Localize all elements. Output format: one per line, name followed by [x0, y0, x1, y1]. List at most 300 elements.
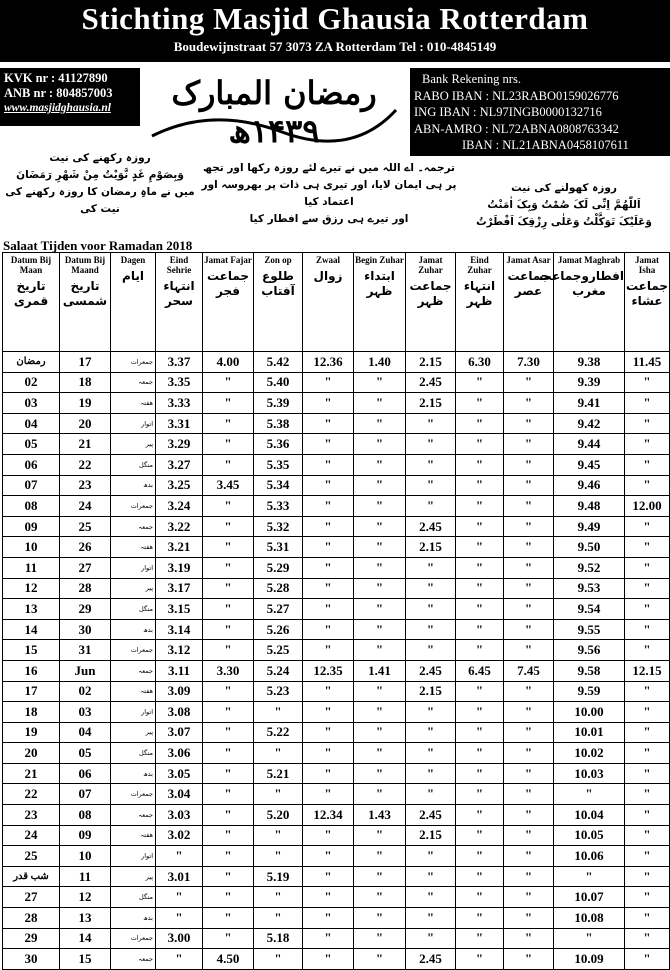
org-title: Stichting Masjid Ghausia Rotterdam — [81, 1, 589, 36]
table-row — [3, 475, 670, 496]
table-row — [3, 372, 670, 393]
table-cell: 3.30 — [203, 660, 254, 681]
table-row — [3, 413, 670, 434]
table-cell: 9.53 — [554, 578, 625, 599]
table-cell: " — [406, 557, 456, 578]
column-header-urdu: جماعت ظہر — [409, 279, 452, 308]
table-cell: " — [504, 413, 554, 434]
table-cell: " — [625, 413, 670, 434]
table-cell: " — [625, 454, 670, 475]
table-cell: " — [504, 887, 554, 908]
table-cell: 10 — [3, 537, 60, 558]
table-cell: " — [156, 846, 203, 867]
column-header-urdu: افطاروجماعت مغرب — [539, 269, 624, 298]
table-cell: " — [354, 516, 406, 537]
column-header-urdu: جماعت فجر — [206, 269, 250, 298]
table-cell: 11.45 — [625, 352, 670, 373]
table-cell: 9.55 — [554, 619, 625, 640]
table-cell: جمعہ — [111, 660, 156, 681]
iftar-intention-heading: روزہ کھولنے کی نیت — [511, 182, 617, 194]
table-cell: 4.50 — [203, 949, 254, 970]
table-cell: " — [354, 784, 406, 805]
table-cell: " — [554, 866, 625, 887]
table-cell: " — [354, 825, 406, 846]
table-cell: منگل — [111, 599, 156, 620]
table-cell: 3.12 — [156, 640, 203, 661]
table-cell: " — [625, 434, 670, 455]
table-cell: " — [303, 722, 354, 743]
table-cell: 5.18 — [254, 928, 303, 949]
table-cell: " — [254, 846, 303, 867]
table-cell: " — [456, 805, 504, 826]
table-row — [3, 908, 670, 929]
table-cell: 3.22 — [156, 516, 203, 537]
bank-line: RABO IBAN : NL23RABO0159026776 — [414, 88, 619, 103]
column-header — [354, 253, 406, 352]
table-cell: 29 — [60, 599, 111, 620]
table-cell: " — [406, 619, 456, 640]
table-cell: 2.45 — [406, 949, 456, 970]
table-cell: 5.21 — [254, 763, 303, 784]
table-cell: " — [303, 887, 354, 908]
table-row — [3, 619, 670, 640]
table-cell: " — [504, 578, 554, 599]
table-cell: 2.15 — [406, 352, 456, 373]
table-row — [3, 352, 670, 373]
translation-line: پر ہی ایمان لایا، اور تیری ہی ذات پر بھروسہ اور اعتماد کیا — [201, 179, 457, 208]
table-cell: جمعرات — [111, 640, 156, 661]
table-cell: " — [254, 825, 303, 846]
table-cell: " — [504, 908, 554, 929]
column-header — [303, 253, 354, 352]
website-link[interactable]: www.masjidghausia.nl — [4, 102, 111, 114]
table-cell: 9.38 — [554, 352, 625, 373]
table-cell: " — [406, 846, 456, 867]
table-cell: 08 — [60, 805, 111, 826]
column-header — [60, 253, 111, 352]
table-cell: " — [303, 372, 354, 393]
table-cell: " — [625, 516, 670, 537]
table-cell: 3.35 — [156, 372, 203, 393]
table-cell: " — [406, 784, 456, 805]
table-cell: جمعہ — [111, 805, 156, 826]
table-cell: " — [203, 496, 254, 517]
table-cell: " — [504, 557, 554, 578]
table-cell: Jun — [60, 660, 111, 681]
table-cell: 1.40 — [354, 352, 406, 373]
table-cell: " — [406, 743, 456, 764]
table-cell: 16 — [3, 660, 60, 681]
table-cell: " — [456, 681, 504, 702]
column-header-nl: Begin Zuhar — [355, 255, 404, 265]
column-header-nl: Jamat Zuhar — [418, 255, 443, 275]
table-cell: " — [554, 928, 625, 949]
table-cell: 20 — [3, 743, 60, 764]
column-header — [111, 253, 156, 352]
table-cell: 5.32 — [254, 516, 303, 537]
table-cell: " — [456, 434, 504, 455]
table-cell: 5.35 — [254, 454, 303, 475]
table-cell: 15 — [60, 949, 111, 970]
table-row — [3, 866, 670, 887]
table-cell: 11 — [60, 866, 111, 887]
kvk-number: KVK nr : 41127890 — [4, 71, 108, 85]
iftar-intention-arabic: وَعَلَیْکَ تَوَکَّلْتُ وَعَلٰی رِزْقِکَ اَفْطَرْتُ — [476, 216, 652, 228]
table-cell: 18 — [60, 372, 111, 393]
table-cell: " — [456, 413, 504, 434]
table-cell: 3.08 — [156, 702, 203, 723]
table-cell: 5.19 — [254, 866, 303, 887]
table-cell: " — [354, 743, 406, 764]
table-cell: 12.34 — [303, 805, 354, 826]
table-cell: " — [254, 949, 303, 970]
column-header — [203, 253, 254, 352]
table-cell: 3.19 — [156, 557, 203, 578]
column-header — [406, 253, 456, 352]
table-row — [3, 763, 670, 784]
table-cell: " — [354, 537, 406, 558]
table-cell: 24 — [3, 825, 60, 846]
column-header — [539, 253, 625, 352]
table-cell: " — [625, 372, 670, 393]
table-cell: " — [303, 557, 354, 578]
column-header — [156, 253, 203, 352]
table-cell: " — [504, 949, 554, 970]
table-row — [3, 949, 670, 970]
table-cell: 12.00 — [625, 496, 670, 517]
table-cell: 5.26 — [254, 619, 303, 640]
table-cell: " — [354, 928, 406, 949]
table-cell: " — [203, 702, 254, 723]
table-cell: 9.58 — [554, 660, 625, 681]
table-cell: " — [504, 640, 554, 661]
column-header-urdu: ابتداء ظہر — [364, 269, 395, 298]
table-cell: " — [504, 722, 554, 743]
table-cell: 21 — [60, 434, 111, 455]
ramadan-calligraphy: رمضان المبارک ۱۴۳۹ھ — [171, 74, 377, 150]
table-cell: 28 — [60, 578, 111, 599]
table-row — [3, 743, 670, 764]
table-cell: " — [354, 887, 406, 908]
table-cell: 2.45 — [406, 660, 456, 681]
table-cell: 1.41 — [354, 660, 406, 681]
table-cell: " — [254, 784, 303, 805]
table-row — [3, 537, 670, 558]
table-body — [3, 352, 670, 970]
table-cell: 3.04 — [156, 784, 203, 805]
table-cell: 21 — [3, 763, 60, 784]
table-row — [3, 887, 670, 908]
table-cell: " — [303, 702, 354, 723]
column-header — [504, 253, 554, 352]
table-cell: " — [625, 866, 670, 887]
table-cell: 5.40 — [254, 372, 303, 393]
table-cell: 13 — [60, 908, 111, 929]
table-cell: " — [625, 825, 670, 846]
table-cell: 5.31 — [254, 537, 303, 558]
table-cell: 10 — [60, 846, 111, 867]
table-cell: بدھ — [111, 475, 156, 496]
table-row — [3, 434, 670, 455]
column-header-urdu: انتہاء ظہر — [463, 279, 496, 308]
table-cell: 6.30 — [456, 352, 504, 373]
table-cell: " — [625, 784, 670, 805]
table-cell: " — [456, 784, 504, 805]
table-cell: " — [406, 454, 456, 475]
table-cell: 2.15 — [406, 681, 456, 702]
table-cell: " — [354, 578, 406, 599]
table-cell: 10.07 — [554, 887, 625, 908]
table-cell: 10.09 — [554, 949, 625, 970]
column-header-nl: Datum Bij Maan — [10, 255, 52, 275]
table-cell: " — [354, 619, 406, 640]
table-cell: " — [354, 393, 406, 414]
table-cell: " — [303, 454, 354, 475]
table-cell: 25 — [3, 846, 60, 867]
table-cell: " — [504, 866, 554, 887]
table-header-row — [3, 253, 670, 352]
table-cell: " — [456, 393, 504, 414]
table-cell: " — [203, 599, 254, 620]
column-header-nl: Eind Sehrie — [166, 255, 192, 275]
table-cell: 9.56 — [554, 640, 625, 661]
table-cell: " — [456, 557, 504, 578]
table-cell: 9.52 — [554, 557, 625, 578]
table-cell: 3.29 — [156, 434, 203, 455]
table-cell: 25 — [60, 516, 111, 537]
table-cell: " — [254, 908, 303, 929]
table-cell: " — [504, 825, 554, 846]
table-cell: 5.38 — [254, 413, 303, 434]
table-cell: " — [504, 784, 554, 805]
table-cell: " — [504, 619, 554, 640]
table-cell: بدھ — [111, 763, 156, 784]
column-header — [3, 253, 60, 352]
bank-line: IBAN : NL21ABNA0458107611 — [462, 138, 629, 152]
table-cell: جمعہ — [111, 372, 156, 393]
table-cell: " — [456, 640, 504, 661]
table-cell: " — [203, 763, 254, 784]
table-cell: 20 — [60, 413, 111, 434]
table-cell: " — [504, 475, 554, 496]
table-cell: 17 — [60, 352, 111, 373]
table-cell: " — [203, 866, 254, 887]
table-cell: " — [303, 784, 354, 805]
table-cell: " — [203, 846, 254, 867]
table-cell: " — [354, 557, 406, 578]
table-cell: 11 — [3, 557, 60, 578]
table-cell: 10.08 — [554, 908, 625, 929]
table-cell: 3.06 — [156, 743, 203, 764]
table-cell: " — [625, 619, 670, 640]
table-cell: جمعرات — [111, 352, 156, 373]
table-cell: " — [303, 496, 354, 517]
table-cell: " — [456, 537, 504, 558]
table-cell: " — [625, 557, 670, 578]
column-header-nl: Zwaal — [315, 255, 340, 265]
table-cell: 13 — [3, 599, 60, 620]
table-row — [3, 825, 670, 846]
table-row — [3, 454, 670, 475]
table-cell: " — [303, 681, 354, 702]
table-cell: 3.37 — [156, 352, 203, 373]
table-cell: " — [203, 743, 254, 764]
table-row — [3, 928, 670, 949]
table-cell: " — [456, 887, 504, 908]
table-cell: 12 — [60, 887, 111, 908]
bank-heading: Bank Rekening nrs. — [422, 72, 521, 86]
table-row — [3, 784, 670, 805]
table-cell: 29 — [3, 928, 60, 949]
fast-intention-arabic: وَبِصَوْمِ غَدٍ نَّوَیْتُ مِنْ شَھْرِ رَمَضَانَ — [16, 169, 184, 181]
table-cell: " — [625, 599, 670, 620]
table-cell: 23 — [60, 475, 111, 496]
table-cell: " — [354, 413, 406, 434]
table-cell: " — [203, 805, 254, 826]
table-cell: 06 — [60, 763, 111, 784]
table-cell: " — [156, 908, 203, 929]
table-row — [3, 578, 670, 599]
table-cell: " — [354, 475, 406, 496]
table-cell: 18 — [3, 702, 60, 723]
table-cell: " — [254, 743, 303, 764]
table-cell: جمعہ — [111, 949, 156, 970]
table-cell: منگل — [111, 454, 156, 475]
table-cell: 15 — [3, 640, 60, 661]
table-cell: 05 — [3, 434, 60, 455]
column-header-urdu: ایام — [122, 269, 144, 283]
table-cell: " — [203, 640, 254, 661]
table-cell: " — [504, 454, 554, 475]
table-cell: " — [406, 702, 456, 723]
table-cell: 19 — [3, 722, 60, 743]
column-header-nl: Dagen — [120, 255, 146, 265]
table-cell: 5.23 — [254, 681, 303, 702]
column-header-urdu: طلوع آفتاب — [261, 269, 295, 298]
table-cell: " — [504, 537, 554, 558]
table-row — [3, 681, 670, 702]
table-row — [3, 599, 670, 620]
table-cell: " — [625, 846, 670, 867]
table-cell: 9.46 — [554, 475, 625, 496]
table-row — [3, 805, 670, 826]
table-cell: 3.24 — [156, 496, 203, 517]
table-cell: " — [406, 722, 456, 743]
table-cell: " — [625, 949, 670, 970]
table-cell: " — [504, 681, 554, 702]
table-cell: ھفتہ — [111, 393, 156, 414]
table-cell: " — [354, 681, 406, 702]
table-cell: " — [203, 578, 254, 599]
table-cell: " — [303, 928, 354, 949]
table-cell: جمعرات — [111, 784, 156, 805]
table-cell: 09 — [3, 516, 60, 537]
table-cell: " — [156, 887, 203, 908]
table-cell: اتوار — [111, 413, 156, 434]
table-cell: 3.01 — [156, 866, 203, 887]
table-cell: " — [406, 640, 456, 661]
table-cell: " — [625, 537, 670, 558]
table-cell: 26 — [60, 537, 111, 558]
column-header — [456, 253, 504, 352]
table-cell: " — [303, 743, 354, 764]
table-cell: " — [504, 763, 554, 784]
table-cell: 5.28 — [254, 578, 303, 599]
column-header-urdu: جماعت عصر — [507, 269, 550, 298]
table-cell: 05 — [60, 743, 111, 764]
table-row — [3, 516, 670, 537]
table-cell: " — [303, 599, 354, 620]
column-header-nl: Datum Bij Maand — [64, 255, 106, 275]
table-cell: 14 — [60, 928, 111, 949]
table-cell: 12 — [3, 578, 60, 599]
column-header-urdu: تاریخ قمری — [13, 279, 49, 308]
table-cell: شب قدر — [3, 866, 60, 887]
table-cell: 5.24 — [254, 660, 303, 681]
table-cell: " — [354, 763, 406, 784]
table-cell: 4.00 — [203, 352, 254, 373]
table-cell: " — [354, 846, 406, 867]
table-cell: " — [625, 908, 670, 929]
table-cell: " — [504, 805, 554, 826]
table-cell: رمضان — [3, 352, 60, 373]
table-cell: " — [354, 949, 406, 970]
table-cell: 07 — [3, 475, 60, 496]
table-cell: " — [303, 619, 354, 640]
translation-line: ترجمہ۔ اے اللہ میں نے تیرے لئے روزہ رکھا اور تجھ — [202, 162, 455, 174]
table-cell: " — [203, 372, 254, 393]
column-header-nl: Eind Zuhar — [467, 255, 492, 275]
table-cell: 5.36 — [254, 434, 303, 455]
anb-number: ANB nr : 804857003 — [4, 86, 113, 100]
table-cell: 10.06 — [554, 846, 625, 867]
table-cell: 09 — [60, 825, 111, 846]
table-cell: " — [625, 722, 670, 743]
table-cell: 3.25 — [156, 475, 203, 496]
table-row — [3, 702, 670, 723]
table-row — [3, 496, 670, 517]
table-cell: 07 — [60, 784, 111, 805]
table-cell: " — [504, 743, 554, 764]
table-cell: " — [625, 393, 670, 414]
table-cell: 5.33 — [254, 496, 303, 517]
table-cell: " — [504, 928, 554, 949]
table-cell: 3.31 — [156, 413, 203, 434]
table-cell: 10.02 — [554, 743, 625, 764]
table-cell: 2.15 — [406, 825, 456, 846]
table-cell: " — [456, 516, 504, 537]
table-cell: 9.39 — [554, 372, 625, 393]
table-cell: " — [203, 434, 254, 455]
table-cell: " — [456, 372, 504, 393]
table-cell: 9.50 — [554, 537, 625, 558]
table-cell: " — [303, 825, 354, 846]
table-cell: 3.03 — [156, 805, 203, 826]
column-header — [254, 253, 303, 352]
table-cell: " — [203, 722, 254, 743]
table-cell: ھفتہ — [111, 537, 156, 558]
table-cell: " — [203, 619, 254, 640]
table-cell: 02 — [3, 372, 60, 393]
table-cell: 17 — [3, 681, 60, 702]
table-cell: 9.59 — [554, 681, 625, 702]
table-cell: " — [504, 516, 554, 537]
table-cell: 7.30 — [504, 352, 554, 373]
table-cell: " — [504, 846, 554, 867]
table-cell: 08 — [3, 496, 60, 517]
table-cell: " — [456, 846, 504, 867]
table-cell: 24 — [60, 496, 111, 517]
